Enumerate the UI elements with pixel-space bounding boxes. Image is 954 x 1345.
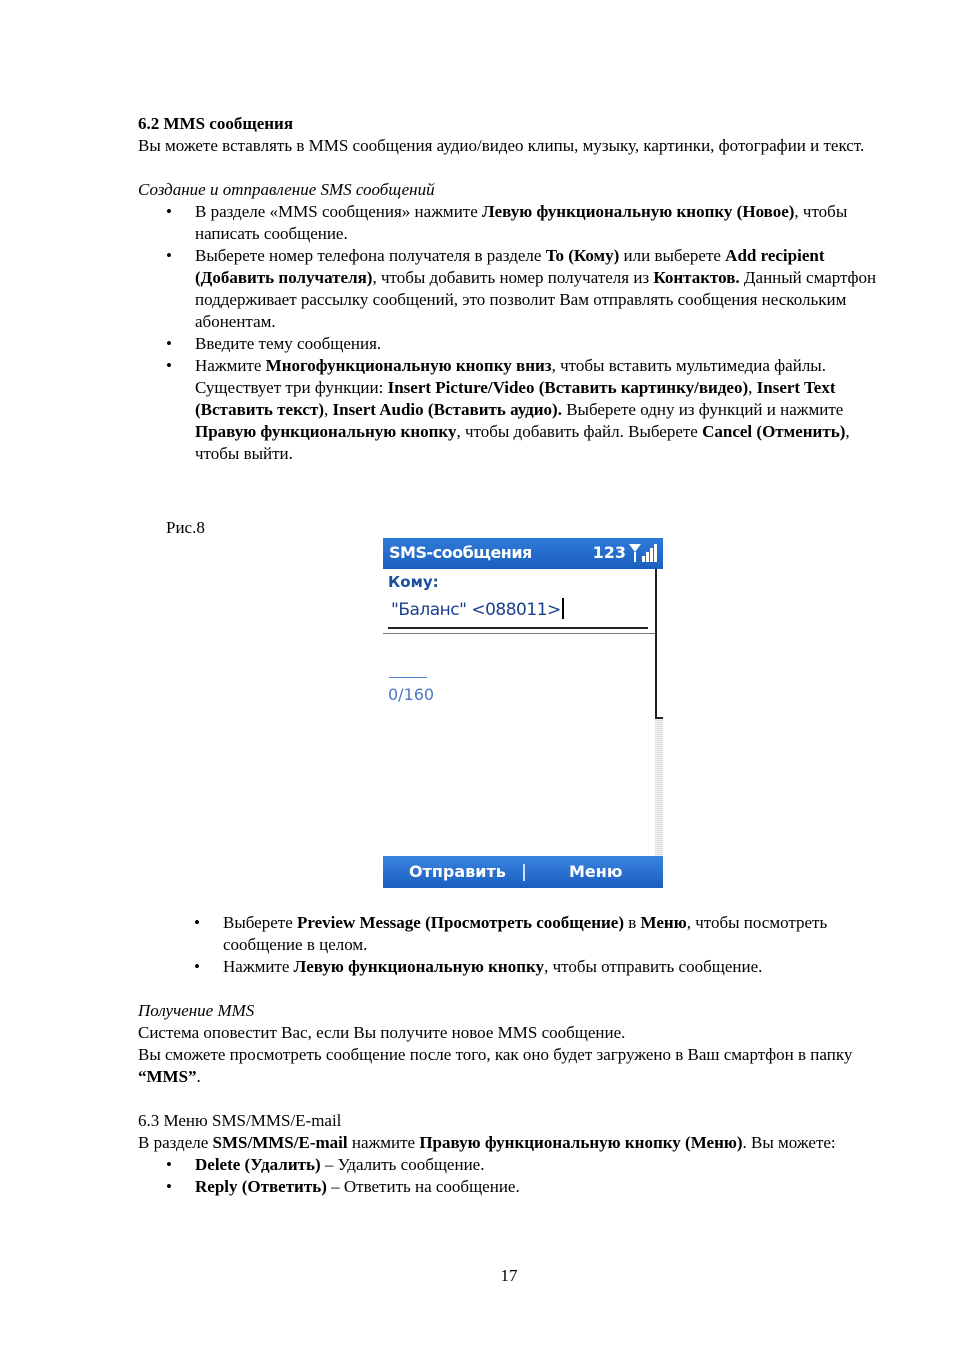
- list-item: • В разделе «MMS сообщения» нажмите Левую функциональную кнопку (Новое), чтобы написать сообщение.: [138, 201, 888, 245]
- section-heading-6-2: 6.2 MMS сообщения: [138, 114, 294, 133]
- phone-title: SMS-сообщения: [389, 543, 532, 562]
- softkey-bar: [383, 856, 663, 888]
- receive-paragraph-1: Система оповестит Вас, если Вы получите новое MMS сообщение.: [138, 1023, 626, 1042]
- message-body-input[interactable]: [389, 677, 427, 678]
- phone-screenshot: [383, 538, 663, 888]
- create-steps-list: [138, 201, 888, 465]
- phone-status: [593, 543, 657, 562]
- page-number: 17: [500, 1266, 518, 1285]
- list-item: • Выберете номер телефона получателя в разделе To (Кому) или выберете Add recipient (Добавить получателя), чтобы добавить номер получателя из Контактов. Данный смартфон поддерживает рассылку сообщений, это позволит Вам отправлять сообщения нескольким абонентам.: [138, 245, 888, 333]
- recipient-input[interactable]: [388, 597, 648, 629]
- recipient-value: "Баланс" <088011>: [391, 600, 561, 620]
- text-caret: [562, 598, 564, 619]
- scrollbar[interactable]: [655, 569, 663, 856]
- page-content: [138, 113, 888, 465]
- scrollbar-thumb[interactable]: [655, 569, 663, 719]
- signal-strength-icon: [629, 544, 657, 562]
- after-figure-content: [138, 912, 888, 1198]
- subheading-receive: Получение MMS: [138, 1001, 255, 1020]
- list-item: • Delete (Удалить) – Удалить сообщение.: [138, 1154, 888, 1176]
- menu-softkey[interactable]: Меню: [569, 862, 623, 881]
- after-figure-list: [138, 912, 888, 978]
- receive-paragraph-2: Вы сможете просмотреть сообщение после того, как оно будет загружено в Ваш смартфон в папку “MMS”.: [138, 1045, 853, 1086]
- to-field-label: Кому:: [388, 573, 439, 591]
- figure-label: Рис.8: [166, 518, 205, 537]
- section-63-paragraph: В разделе SMS/MMS/E-mail нажмите Правую функциональную кнопку (Меню). Вы можете:: [138, 1133, 836, 1152]
- phone-title-bar: [383, 538, 663, 569]
- list-item: • Выберете Preview Message (Просмотреть сообщение) в Меню, чтобы посмотреть сообщение в целом.: [138, 912, 888, 956]
- subheading-create: Создание и отправление SMS сообщений: [138, 180, 435, 199]
- list-item: • Нажмите Левую функциональную кнопку, чтобы отправить сообщение.: [138, 956, 888, 978]
- character-counter: 0/160: [388, 685, 435, 704]
- softkey-separator: [523, 864, 525, 881]
- list-item: • Нажмите Многофункциональную кнопку вниз, чтобы вставить мультимедиа файлы. Существует три функции: Insert Picture/Video (Вставить картинку/видео), Insert Text (Вставить текст), Insert Audio (Вставить аудио). Выберете одну из функций и нажмите Правую функциональную кнопку, чтобы добавить файл. Выберете Cancel (Отменить), чтобы выйти.: [138, 355, 888, 465]
- list-item: • Введите тему сообщения.: [138, 333, 888, 355]
- input-mode-indicator: 123: [592, 543, 626, 562]
- list-item: • Reply (Ответить) – Ответить на сообщение.: [138, 1176, 888, 1198]
- send-softkey[interactable]: Отправить: [409, 862, 506, 881]
- section-intro: Вы можете вставлять в MMS сообщения аудио/видео клипы, музыку, картинки, фотографии и текст.: [138, 136, 865, 155]
- field-divider: [383, 633, 655, 634]
- menu-options-list: [138, 1154, 888, 1198]
- section-heading-6-3: 6.3 Меню SMS/MMS/E-mail: [138, 1111, 342, 1130]
